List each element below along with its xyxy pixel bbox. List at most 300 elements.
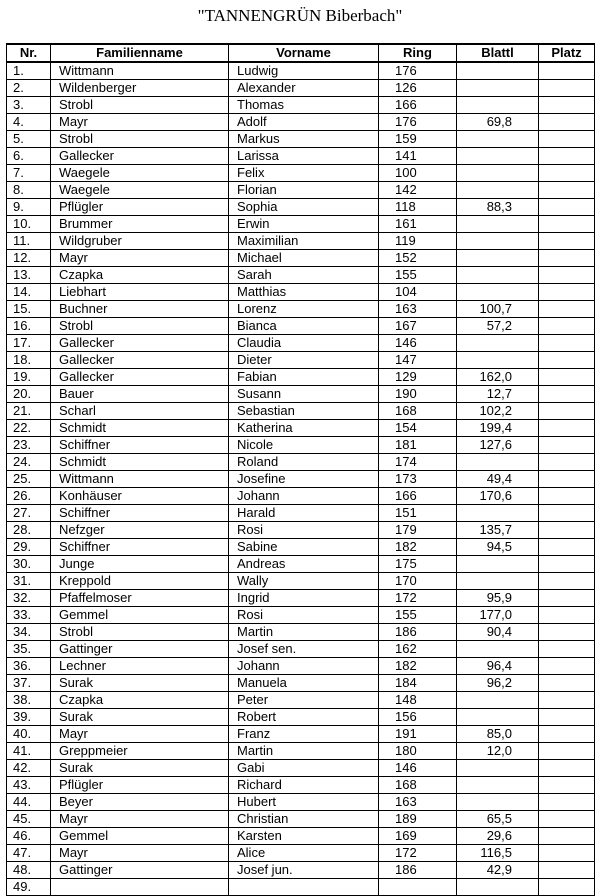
cell-nr: 38. — [7, 692, 51, 709]
table-row — [7, 590, 595, 607]
cell-vorname: Alexander — [229, 80, 379, 97]
cell-platz — [539, 607, 595, 624]
cell-familienname: Schiffner — [51, 505, 229, 522]
cell-nr: 24. — [7, 454, 51, 471]
cell-blattl: 85,0 — [457, 726, 539, 743]
cell-vorname: Gabi — [229, 760, 379, 777]
cell-ring: 152 — [379, 250, 457, 267]
cell-ring: 146 — [379, 760, 457, 777]
table-row — [7, 811, 595, 828]
cell-vorname: Bianca — [229, 318, 379, 335]
cell-vorname: Richard — [229, 777, 379, 794]
cell-nr: 35. — [7, 641, 51, 658]
table-row — [7, 879, 595, 896]
cell-ring: 180 — [379, 743, 457, 760]
cell-familienname: Mayr — [51, 114, 229, 131]
table-row — [7, 794, 595, 811]
column-header-familienname: Familienname — [51, 44, 229, 62]
cell-nr: 18. — [7, 352, 51, 369]
cell-blattl: 102,2 — [457, 403, 539, 420]
cell-platz — [539, 879, 595, 896]
table-row — [7, 437, 595, 454]
table-row — [7, 777, 595, 794]
cell-vorname: Dieter — [229, 352, 379, 369]
cell-platz — [539, 454, 595, 471]
cell-blattl — [457, 80, 539, 97]
cell-vorname: Wally — [229, 573, 379, 590]
table-row — [7, 675, 595, 692]
cell-ring: 176 — [379, 62, 457, 80]
cell-platz — [539, 420, 595, 437]
cell-vorname: Ingrid — [229, 590, 379, 607]
cell-platz — [539, 199, 595, 216]
cell-blattl: 12,7 — [457, 386, 539, 403]
cell-nr: 1. — [7, 62, 51, 80]
cell-blattl — [457, 573, 539, 590]
table-row — [7, 301, 595, 318]
table-row — [7, 250, 595, 267]
cell-blattl — [457, 267, 539, 284]
cell-blattl: 127,6 — [457, 437, 539, 454]
cell-vorname: Sophia — [229, 199, 379, 216]
cell-nr: 46. — [7, 828, 51, 845]
cell-familienname: Strobl — [51, 131, 229, 148]
cell-platz — [539, 80, 595, 97]
cell-platz — [539, 556, 595, 573]
cell-platz — [539, 284, 595, 301]
cell-vorname: Larissa — [229, 148, 379, 165]
cell-blattl — [457, 182, 539, 199]
cell-blattl — [457, 131, 539, 148]
cell-familienname: Kreppold — [51, 573, 229, 590]
cell-blattl: 170,6 — [457, 488, 539, 505]
cell-familienname: Gemmel — [51, 828, 229, 845]
cell-ring: 167 — [379, 318, 457, 335]
table-row — [7, 828, 595, 845]
table-row — [7, 233, 595, 250]
table-row — [7, 658, 595, 675]
cell-blattl — [457, 641, 539, 658]
cell-blattl: 96,4 — [457, 658, 539, 675]
cell-vorname: Peter — [229, 692, 379, 709]
cell-nr: 4. — [7, 114, 51, 131]
cell-vorname: Maximilian — [229, 233, 379, 250]
cell-ring: 151 — [379, 505, 457, 522]
cell-blattl: 162,0 — [457, 369, 539, 386]
cell-vorname: Thomas — [229, 97, 379, 114]
cell-familienname — [51, 879, 229, 896]
cell-vorname: Harald — [229, 505, 379, 522]
table-row — [7, 556, 595, 573]
cell-ring: 142 — [379, 182, 457, 199]
cell-vorname: Felix — [229, 165, 379, 182]
cell-nr: 32. — [7, 590, 51, 607]
cell-nr: 44. — [7, 794, 51, 811]
cell-familienname: Gallecker — [51, 148, 229, 165]
cell-nr: 42. — [7, 760, 51, 777]
cell-platz — [539, 845, 595, 862]
cell-blattl — [457, 879, 539, 896]
cell-ring: 126 — [379, 80, 457, 97]
cell-vorname: Martin — [229, 624, 379, 641]
table-row — [7, 862, 595, 879]
cell-nr: 34. — [7, 624, 51, 641]
cell-ring: 186 — [379, 862, 457, 879]
cell-blattl: 29,6 — [457, 828, 539, 845]
cell-familienname: Mayr — [51, 811, 229, 828]
cell-ring: 146 — [379, 335, 457, 352]
cell-platz — [539, 828, 595, 845]
cell-familienname: Mayr — [51, 845, 229, 862]
cell-familienname: Greppmeier — [51, 743, 229, 760]
table-row — [7, 165, 595, 182]
cell-vorname: Sebastian — [229, 403, 379, 420]
cell-ring: 161 — [379, 216, 457, 233]
cell-blattl: 49,4 — [457, 471, 539, 488]
table-row — [7, 641, 595, 658]
cell-blattl — [457, 335, 539, 352]
cell-ring: 174 — [379, 454, 457, 471]
cell-nr: 39. — [7, 709, 51, 726]
cell-vorname: Martin — [229, 743, 379, 760]
cell-ring — [379, 879, 457, 896]
cell-ring: 118 — [379, 199, 457, 216]
column-header-nr: Nr. — [7, 44, 51, 62]
cell-blattl — [457, 505, 539, 522]
cell-familienname: Schiffner — [51, 539, 229, 556]
cell-blattl — [457, 97, 539, 114]
cell-vorname: Sabine — [229, 539, 379, 556]
cell-platz — [539, 335, 595, 352]
cell-ring: 175 — [379, 556, 457, 573]
cell-vorname: Markus — [229, 131, 379, 148]
cell-familienname: Gallecker — [51, 352, 229, 369]
cell-ring: 141 — [379, 148, 457, 165]
cell-familienname: Czapka — [51, 692, 229, 709]
cell-ring: 166 — [379, 488, 457, 505]
cell-platz — [539, 301, 595, 318]
cell-blattl — [457, 777, 539, 794]
table-row — [7, 692, 595, 709]
cell-vorname: Johann — [229, 658, 379, 675]
cell-nr: 33. — [7, 607, 51, 624]
cell-blattl — [457, 352, 539, 369]
cell-nr: 2. — [7, 80, 51, 97]
cell-ring: 154 — [379, 420, 457, 437]
cell-blattl: 116,5 — [457, 845, 539, 862]
cell-blattl: 88,3 — [457, 199, 539, 216]
cell-blattl — [457, 284, 539, 301]
cell-platz — [539, 726, 595, 743]
cell-blattl: 94,5 — [457, 539, 539, 556]
cell-vorname: Florian — [229, 182, 379, 199]
cell-vorname: Johann — [229, 488, 379, 505]
results-table — [6, 43, 595, 896]
cell-nr: 15. — [7, 301, 51, 318]
table-row — [7, 709, 595, 726]
cell-nr: 19. — [7, 369, 51, 386]
cell-vorname: Josef sen. — [229, 641, 379, 658]
cell-ring: 176 — [379, 114, 457, 131]
cell-familienname: Wildgruber — [51, 233, 229, 250]
cell-familienname: Junge — [51, 556, 229, 573]
cell-blattl: 177,0 — [457, 607, 539, 624]
table-row — [7, 420, 595, 437]
cell-platz — [539, 743, 595, 760]
cell-familienname: Gattinger — [51, 862, 229, 879]
cell-platz — [539, 233, 595, 250]
cell-platz — [539, 250, 595, 267]
cell-nr: 31. — [7, 573, 51, 590]
cell-nr: 6. — [7, 148, 51, 165]
cell-blattl: 57,2 — [457, 318, 539, 335]
table-row — [7, 471, 595, 488]
cell-ring: 191 — [379, 726, 457, 743]
table-row — [7, 743, 595, 760]
cell-platz — [539, 488, 595, 505]
cell-blattl: 199,4 — [457, 420, 539, 437]
cell-familienname: Gattinger — [51, 641, 229, 658]
cell-blattl: 135,7 — [457, 522, 539, 539]
cell-blattl — [457, 454, 539, 471]
cell-blattl — [457, 709, 539, 726]
cell-nr: 47. — [7, 845, 51, 862]
table-row — [7, 845, 595, 862]
cell-platz — [539, 777, 595, 794]
cell-familienname: Czapka — [51, 267, 229, 284]
table-row — [7, 318, 595, 335]
cell-familienname: Schiffner — [51, 437, 229, 454]
cell-ring: 159 — [379, 131, 457, 148]
cell-platz — [539, 862, 595, 879]
cell-platz — [539, 267, 595, 284]
cell-nr: 7. — [7, 165, 51, 182]
cell-ring: 163 — [379, 301, 457, 318]
table-row — [7, 131, 595, 148]
table-row — [7, 199, 595, 216]
cell-platz — [539, 148, 595, 165]
cell-ring: 148 — [379, 692, 457, 709]
cell-familienname: Bauer — [51, 386, 229, 403]
cell-blattl: 96,2 — [457, 675, 539, 692]
cell-familienname: Surak — [51, 709, 229, 726]
table-row — [7, 369, 595, 386]
cell-nr: 45. — [7, 811, 51, 828]
table-row — [7, 114, 595, 131]
table-row — [7, 505, 595, 522]
table-row — [7, 454, 595, 471]
cell-nr: 43. — [7, 777, 51, 794]
cell-vorname: Lorenz — [229, 301, 379, 318]
table-row — [7, 573, 595, 590]
cell-blattl — [457, 556, 539, 573]
cell-platz — [539, 62, 595, 80]
cell-nr: 37. — [7, 675, 51, 692]
column-header-ring: Ring — [379, 44, 457, 62]
cell-platz — [539, 794, 595, 811]
table-header-row — [7, 44, 595, 62]
table-row — [7, 216, 595, 233]
cell-ring: 172 — [379, 590, 457, 607]
table-row — [7, 726, 595, 743]
cell-familienname: Strobl — [51, 624, 229, 641]
cell-blattl: 100,7 — [457, 301, 539, 318]
cell-familienname: Scharl — [51, 403, 229, 420]
cell-blattl: 65,5 — [457, 811, 539, 828]
cell-platz — [539, 352, 595, 369]
cell-ring: 155 — [379, 267, 457, 284]
cell-nr: 16. — [7, 318, 51, 335]
cell-ring: 169 — [379, 828, 457, 845]
table-row — [7, 624, 595, 641]
column-header-vorname: Vorname — [229, 44, 379, 62]
cell-ring: 166 — [379, 97, 457, 114]
cell-vorname: Michael — [229, 250, 379, 267]
cell-nr: 13. — [7, 267, 51, 284]
cell-nr: 3. — [7, 97, 51, 114]
cell-ring: 190 — [379, 386, 457, 403]
cell-platz — [539, 318, 595, 335]
cell-blattl — [457, 760, 539, 777]
cell-familienname: Schmidt — [51, 420, 229, 437]
table-row — [7, 148, 595, 165]
cell-vorname: Rosi — [229, 522, 379, 539]
cell-blattl — [457, 794, 539, 811]
cell-platz — [539, 624, 595, 641]
cell-familienname: Waegele — [51, 182, 229, 199]
cell-platz — [539, 658, 595, 675]
cell-platz — [539, 471, 595, 488]
cell-ring: 184 — [379, 675, 457, 692]
cell-platz — [539, 811, 595, 828]
cell-ring: 172 — [379, 845, 457, 862]
table-row — [7, 352, 595, 369]
cell-blattl — [457, 62, 539, 80]
cell-platz — [539, 573, 595, 590]
cell-vorname: Alice — [229, 845, 379, 862]
cell-nr: 36. — [7, 658, 51, 675]
cell-blattl: 95,9 — [457, 590, 539, 607]
cell-nr: 14. — [7, 284, 51, 301]
cell-vorname: Roland — [229, 454, 379, 471]
cell-ring: 156 — [379, 709, 457, 726]
cell-vorname: Matthias — [229, 284, 379, 301]
table-row — [7, 403, 595, 420]
cell-nr: 10. — [7, 216, 51, 233]
cell-nr: 26. — [7, 488, 51, 505]
cell-familienname: Surak — [51, 675, 229, 692]
cell-familienname: Konhäuser — [51, 488, 229, 505]
cell-vorname: Robert — [229, 709, 379, 726]
cell-platz — [539, 131, 595, 148]
cell-nr: 22. — [7, 420, 51, 437]
cell-nr: 40. — [7, 726, 51, 743]
table-row — [7, 539, 595, 556]
cell-ring: 168 — [379, 403, 457, 420]
cell-nr: 23. — [7, 437, 51, 454]
cell-blattl — [457, 165, 539, 182]
cell-platz — [539, 216, 595, 233]
cell-familienname: Waegele — [51, 165, 229, 182]
cell-blattl — [457, 250, 539, 267]
cell-vorname: Fabian — [229, 369, 379, 386]
table-row — [7, 607, 595, 624]
cell-ring: 119 — [379, 233, 457, 250]
cell-vorname: Josefine — [229, 471, 379, 488]
cell-platz — [539, 539, 595, 556]
cell-blattl: 12,0 — [457, 743, 539, 760]
cell-familienname: Brummer — [51, 216, 229, 233]
table-row — [7, 80, 595, 97]
table-row — [7, 182, 595, 199]
table-row — [7, 522, 595, 539]
cell-vorname: Hubert — [229, 794, 379, 811]
cell-familienname: Pflügler — [51, 777, 229, 794]
cell-familienname: Nefzger — [51, 522, 229, 539]
cell-familienname: Strobl — [51, 97, 229, 114]
table-row — [7, 386, 595, 403]
cell-nr: 12. — [7, 250, 51, 267]
cell-nr: 25. — [7, 471, 51, 488]
cell-ring: 170 — [379, 573, 457, 590]
cell-vorname: Karsten — [229, 828, 379, 845]
table-row — [7, 335, 595, 352]
cell-ring: 182 — [379, 658, 457, 675]
cell-vorname: Christian — [229, 811, 379, 828]
cell-ring: 100 — [379, 165, 457, 182]
cell-familienname: Strobl — [51, 318, 229, 335]
cell-platz — [539, 641, 595, 658]
cell-platz — [539, 386, 595, 403]
cell-familienname: Beyer — [51, 794, 229, 811]
cell-ring: 147 — [379, 352, 457, 369]
cell-ring: 179 — [379, 522, 457, 539]
cell-platz — [539, 369, 595, 386]
cell-vorname: Adolf — [229, 114, 379, 131]
table-row — [7, 97, 595, 114]
cell-nr: 30. — [7, 556, 51, 573]
cell-vorname: Manuela — [229, 675, 379, 692]
cell-familienname: Surak — [51, 760, 229, 777]
cell-vorname: Andreas — [229, 556, 379, 573]
cell-nr: 48. — [7, 862, 51, 879]
cell-vorname: Rosi — [229, 607, 379, 624]
cell-vorname: Katherina — [229, 420, 379, 437]
cell-blattl: 42,9 — [457, 862, 539, 879]
cell-nr: 41. — [7, 743, 51, 760]
cell-platz — [539, 505, 595, 522]
cell-ring: 129 — [379, 369, 457, 386]
cell-familienname: Lechner — [51, 658, 229, 675]
cell-ring: 189 — [379, 811, 457, 828]
cell-platz — [539, 114, 595, 131]
cell-familienname: Gallecker — [51, 369, 229, 386]
cell-platz — [539, 522, 595, 539]
cell-vorname: Josef jun. — [229, 862, 379, 879]
cell-familienname: Mayr — [51, 250, 229, 267]
cell-familienname: Wittmann — [51, 62, 229, 80]
cell-familienname: Schmidt — [51, 454, 229, 471]
cell-nr: 5. — [7, 131, 51, 148]
cell-nr: 27. — [7, 505, 51, 522]
cell-familienname: Pfaffelmoser — [51, 590, 229, 607]
cell-ring: 182 — [379, 539, 457, 556]
cell-familienname: Mayr — [51, 726, 229, 743]
cell-vorname: Sarah — [229, 267, 379, 284]
cell-ring: 163 — [379, 794, 457, 811]
cell-nr: 28. — [7, 522, 51, 539]
cell-familienname: Gallecker — [51, 335, 229, 352]
